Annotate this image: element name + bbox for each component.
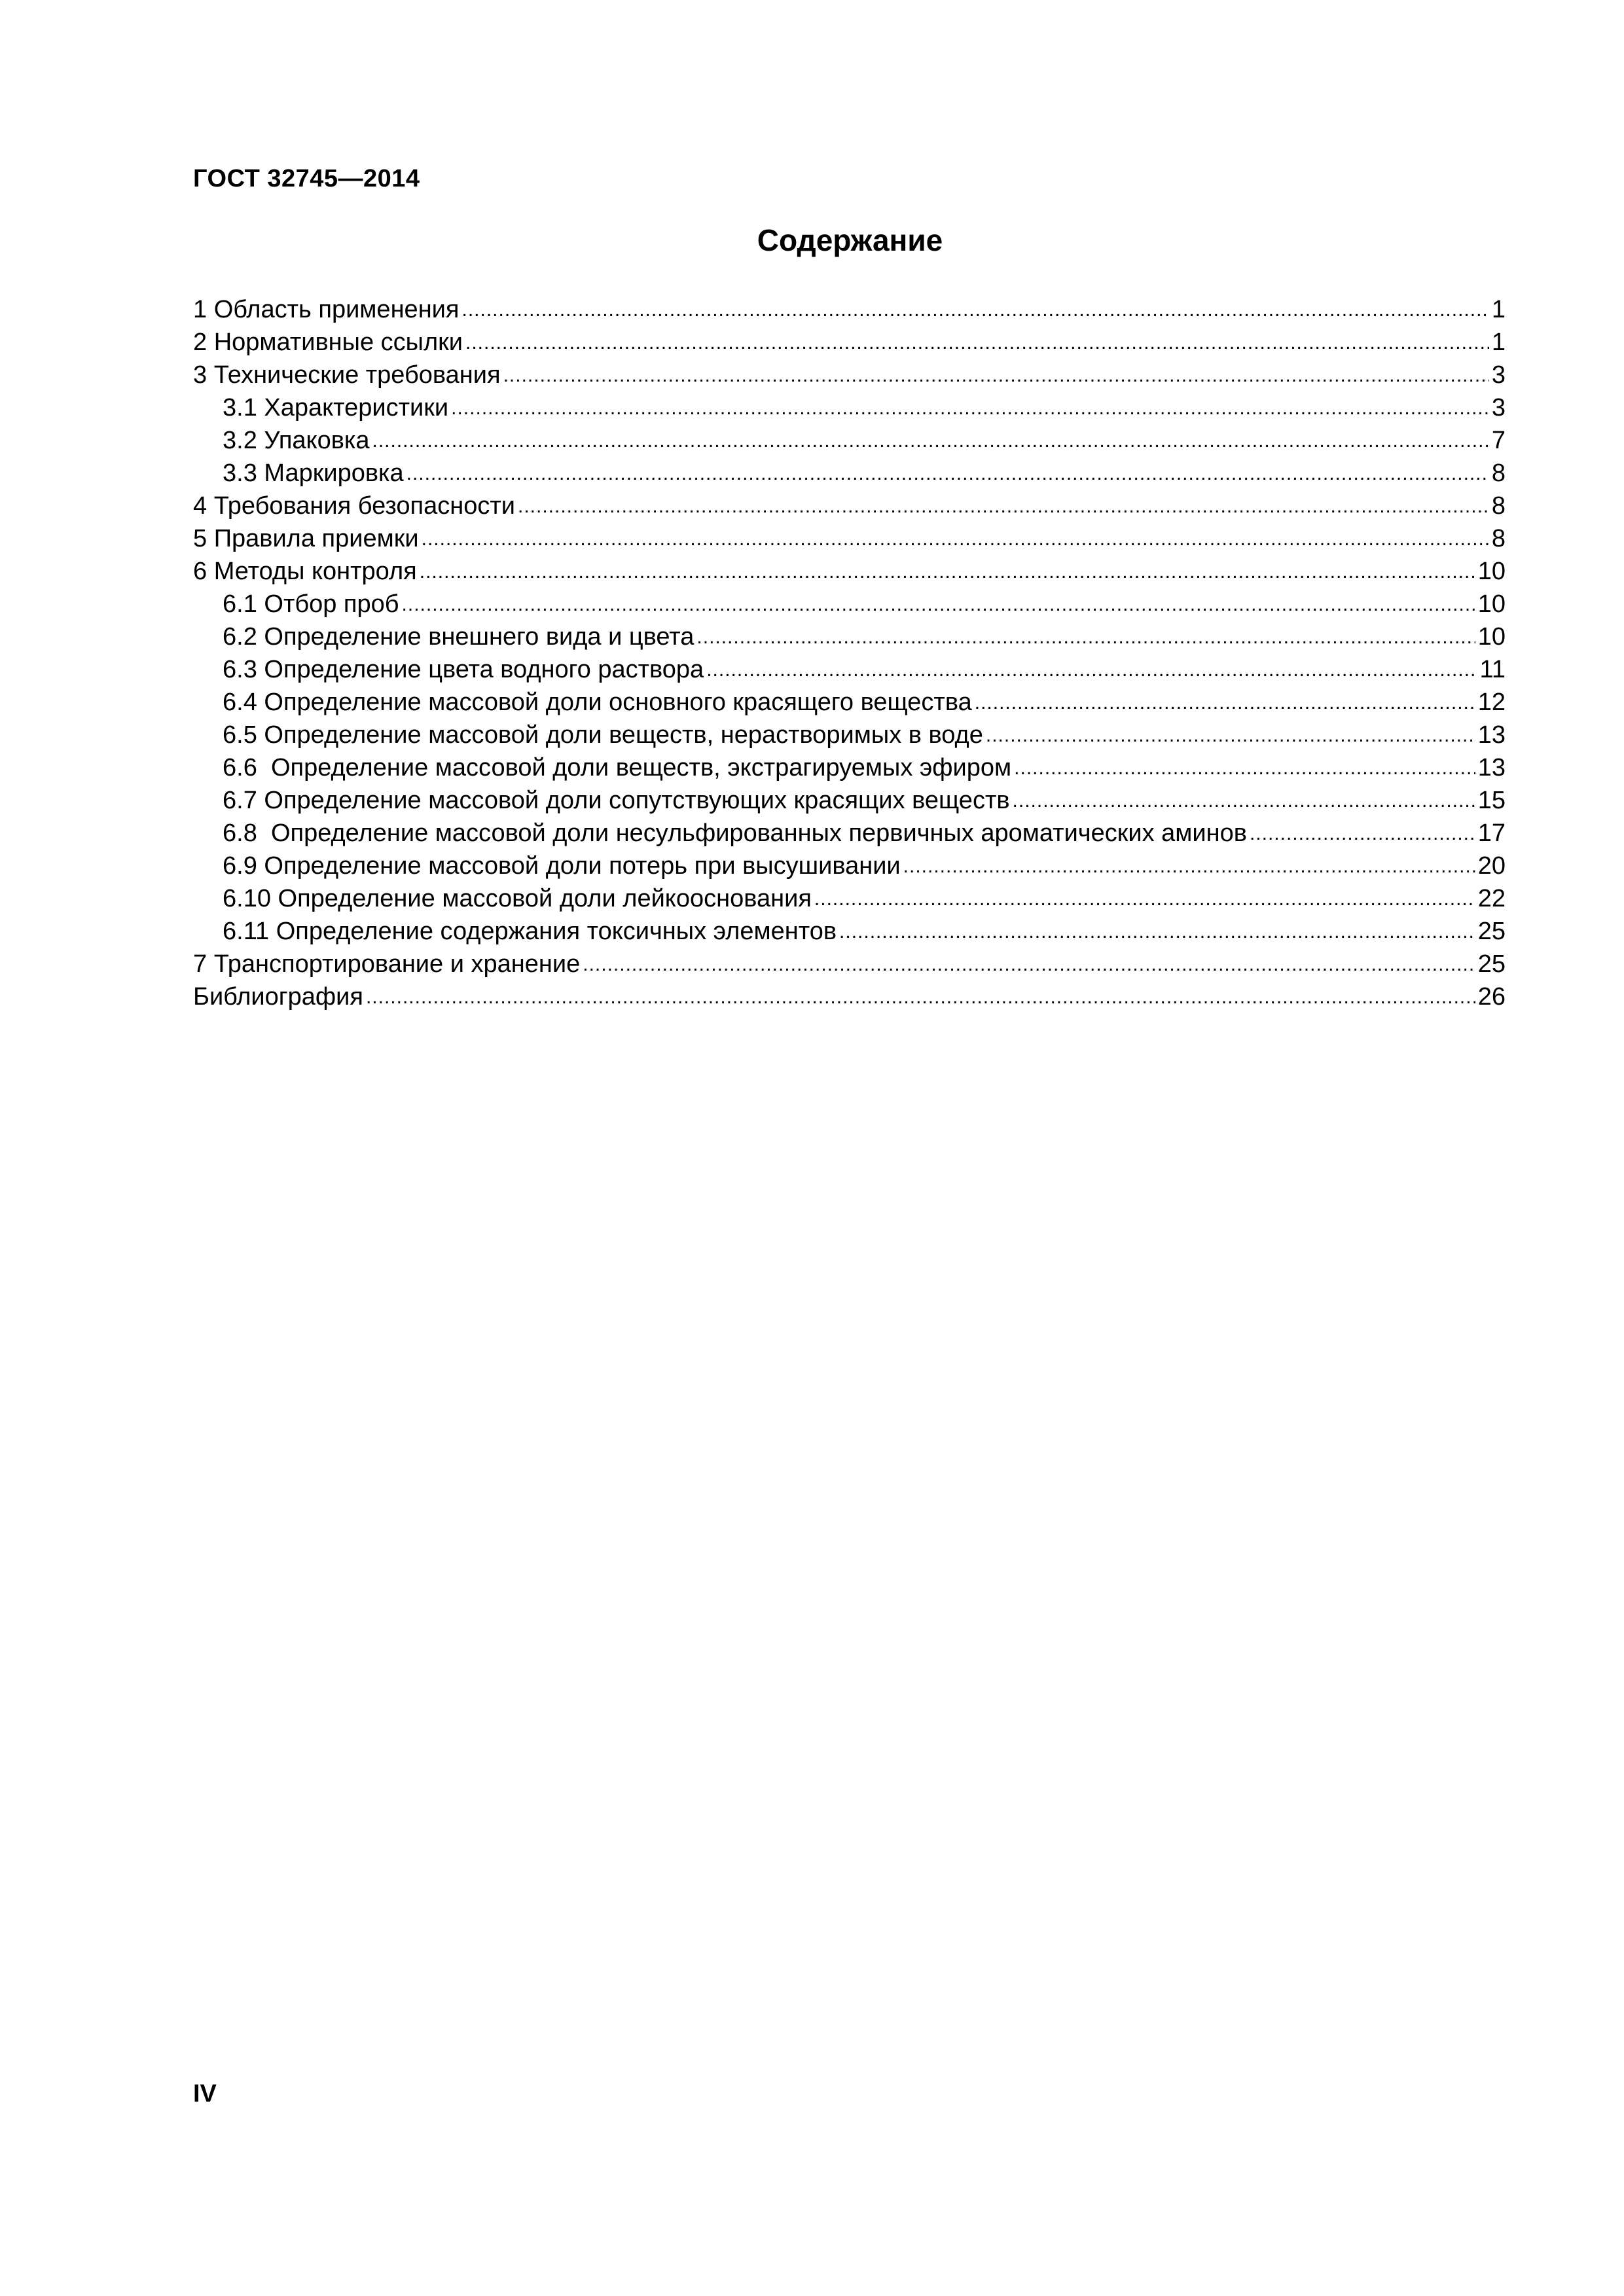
toc-entry[interactable] [193, 326, 1506, 359]
toc-leader-dots [420, 556, 1475, 588]
toc-leader-dots [503, 359, 1489, 392]
toc-entry[interactable] [193, 391, 1506, 424]
toc-leader-dots [814, 883, 1475, 916]
toc-entry[interactable] [193, 490, 1506, 522]
toc-entry-label: 6.10 Определение массовой доли лейкооснования [223, 885, 812, 912]
toc-entry-label: 7 Транспортирование и хранение [193, 950, 581, 978]
toc-entry-label: 6.4 Определение массовой доли основного красящего вещества [223, 689, 972, 716]
toc-entry-label: 5 Правила приемки [193, 525, 419, 552]
page-number: IV [193, 2080, 217, 2108]
toc-entry-label: 3.1 Характеристики [223, 394, 449, 422]
toc-entry[interactable] [193, 359, 1506, 391]
toc-entry-page: 3 [1491, 361, 1506, 389]
toc-entry[interactable] [193, 817, 1506, 850]
toc-entry-label: 6.11 Определение содержания токсичных элементов [223, 918, 837, 945]
toc-title: Содержание [757, 223, 943, 257]
toc-entry[interactable] [193, 980, 1506, 1013]
toc-entry-page: 12 [1477, 689, 1506, 716]
toc-entry-page: 3 [1491, 394, 1506, 422]
toc-leader-dots [1013, 785, 1475, 817]
toc-entry-page: 22 [1477, 885, 1506, 912]
toc-leader-dots [1250, 817, 1475, 850]
toc-leader-dots [986, 719, 1475, 752]
toc-entry-label: 6.3 Определение цвета водного раствора [223, 656, 704, 683]
toc-entry-label: Библиография [193, 983, 363, 1011]
toc-entry-page: 8 [1491, 459, 1506, 487]
toc-entry-page: 25 [1477, 918, 1506, 945]
toc-leader-dots [518, 490, 1489, 523]
toc-entry[interactable] [193, 293, 1506, 326]
toc-entry[interactable] [193, 915, 1506, 948]
toc-entry-page: 13 [1477, 721, 1506, 749]
toc-entry-page: 10 [1477, 558, 1506, 585]
toc-leader-dots [406, 457, 1489, 490]
toc-entry-page: 15 [1477, 787, 1506, 814]
toc-leader-dots [465, 327, 1489, 359]
toc-entry[interactable] [193, 719, 1506, 751]
toc-entry-label: 3.2 Упаковка [223, 427, 370, 454]
toc-entry-label: 6.2 Определение внешнего вида и цвета [223, 623, 695, 651]
toc-leader-dots [451, 392, 1489, 425]
toc-entry[interactable] [193, 751, 1506, 784]
toc-leader-dots [366, 981, 1475, 1014]
toc-entry-page: 7 [1491, 427, 1506, 454]
toc-entry-label: 3 Технические требования [193, 361, 501, 389]
toc-entry-page: 11 [1479, 656, 1506, 683]
toc-entry-label: 4 Требования безопасности [193, 492, 515, 520]
toc-leader-dots [422, 523, 1489, 556]
toc-entry-page: 17 [1477, 819, 1506, 847]
toc-entry-label: 6.5 Определение массовой доли веществ, нерастворимых в воде [223, 721, 983, 749]
toc-entry[interactable] [193, 784, 1506, 817]
toc-leader-dots [975, 687, 1475, 719]
toc-entry[interactable] [193, 948, 1506, 980]
toc-leader-dots [903, 850, 1475, 883]
toc-leader-dots [583, 948, 1475, 981]
toc-entry-label: 6.9 Определение массовой доли потерь при высушивании [223, 852, 901, 880]
table-of-contents [193, 293, 1506, 1013]
toc-entry-page: 8 [1491, 525, 1506, 552]
toc-entry-page: 20 [1477, 852, 1506, 880]
toc-entry[interactable] [193, 555, 1506, 588]
toc-entry-page: 26 [1477, 983, 1506, 1011]
toc-entry-label: 2 Нормативные ссылки [193, 329, 463, 356]
toc-entry[interactable] [193, 457, 1506, 490]
toc-entry-page: 1 [1491, 296, 1506, 323]
toc-leader-dots [461, 294, 1489, 327]
toc-entry-label: 6.8 Определение массовой доли несульфированных первичных ароматических аминов [223, 819, 1247, 847]
toc-entry-label: 6 Методы контроля [193, 558, 417, 585]
toc-entry[interactable] [193, 686, 1506, 719]
document-code: ГОСТ 32745—2014 [193, 165, 420, 192]
toc-entry[interactable] [193, 850, 1506, 882]
toc-leader-dots [402, 588, 1475, 621]
toc-entry-page: 10 [1477, 590, 1506, 618]
toc-entry[interactable] [193, 588, 1506, 620]
toc-entry[interactable] [193, 882, 1506, 915]
toc-leader-dots [706, 654, 1477, 687]
toc-entry-label: 6.1 Отбор проб [223, 590, 399, 618]
toc-entry-label: 1 Область применения [193, 296, 460, 323]
toc-entry-page: 10 [1477, 623, 1506, 651]
toc-leader-dots [1014, 752, 1475, 785]
toc-entry-label: 6.7 Определение массовой доли сопутствующих красящих веществ [223, 787, 1010, 814]
toc-entry[interactable] [193, 653, 1506, 686]
toc-entry-page: 1 [1491, 329, 1506, 356]
toc-entry-page: 8 [1491, 492, 1506, 520]
toc-entry-label: 3.3 Маркировка [223, 459, 404, 487]
toc-entry-page: 13 [1477, 754, 1506, 781]
toc-entry-page: 25 [1477, 950, 1506, 978]
toc-leader-dots [696, 621, 1475, 654]
toc-leader-dots [839, 916, 1475, 948]
toc-entry-label: 6.6 Определение массовой доли веществ, экстрагируемых эфиром [223, 754, 1012, 781]
toc-entry[interactable] [193, 620, 1506, 653]
toc-entry[interactable] [193, 522, 1506, 555]
toc-entry[interactable] [193, 424, 1506, 457]
toc-leader-dots [372, 425, 1489, 457]
